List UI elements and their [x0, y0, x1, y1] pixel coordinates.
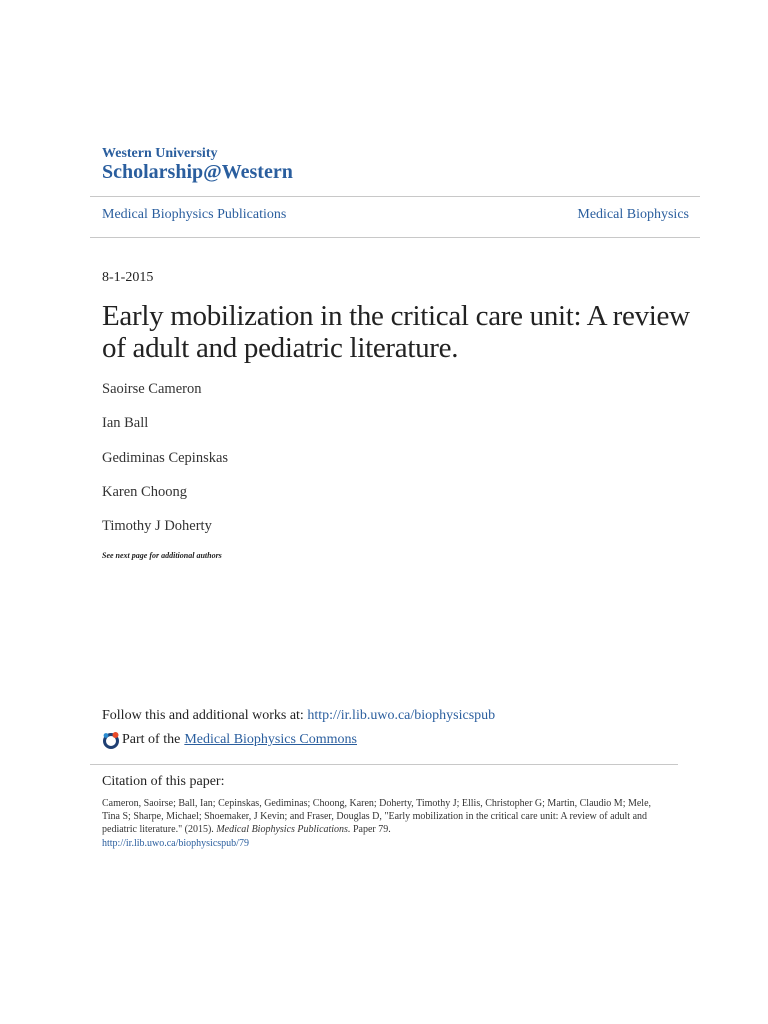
commons-icon	[102, 731, 120, 749]
divider-nav	[90, 237, 700, 238]
follow-text: Follow this and additional works at:	[102, 708, 304, 723]
see-next-page-note: See next page for additional authors	[102, 551, 222, 560]
publications-link[interactable]: Medical Biophysics Publications	[102, 207, 287, 222]
repository-name[interactable]: Scholarship@Western	[102, 161, 293, 183]
citation-paper: Paper 79.	[352, 824, 391, 836]
commons-link[interactable]: Medical Biophysics Commons	[184, 732, 357, 747]
publication-date: 8-1-2015	[102, 270, 154, 285]
citation-text	[102, 797, 662, 837]
divider-top	[90, 196, 700, 197]
author-3[interactable]: Gediminas Cepinskas	[102, 450, 229, 466]
part-of-text: Part of the	[122, 732, 181, 747]
citation-journal: Medical Biophysics Publications.	[216, 824, 351, 836]
divider-citation	[90, 764, 678, 765]
author-2[interactable]: Ian Ball	[102, 415, 149, 431]
follow-line	[102, 708, 495, 724]
citation-url-link[interactable]: http://ir.lib.uwo.ca/biophysicspub/79	[102, 838, 249, 849]
author-1[interactable]: Saoirse Cameron	[102, 381, 202, 397]
citation-heading: Citation of this paper:	[102, 774, 225, 789]
citation-body: Cameron, Saoirse; Ball, Ian; Cepinskas, Gediminas; Choong, Karen; Doherty, Timothy J; Ellis, Christopher G; Martin, Claudio M; Mele, Tina S; Sharpe, Michael; Shoemaker, J Kevin; and Fraser, Douglas D, "Early mobilization in the critical care unit: A review of adult and pediatric literature." (2015).	[102, 798, 652, 836]
part-of-line	[102, 731, 357, 749]
institution-name: Western University	[102, 146, 218, 161]
follow-url-link[interactable]: http://ir.lib.uwo.ca/biophysicspub	[307, 708, 496, 723]
paper-title: Early mobilization in the critical care unit: A review of adult and pediatric literature.	[102, 300, 690, 364]
author-4[interactable]: Karen Choong	[102, 484, 187, 500]
department-link[interactable]: Medical Biophysics	[577, 207, 689, 222]
author-5[interactable]: Timothy J Doherty	[102, 518, 212, 534]
